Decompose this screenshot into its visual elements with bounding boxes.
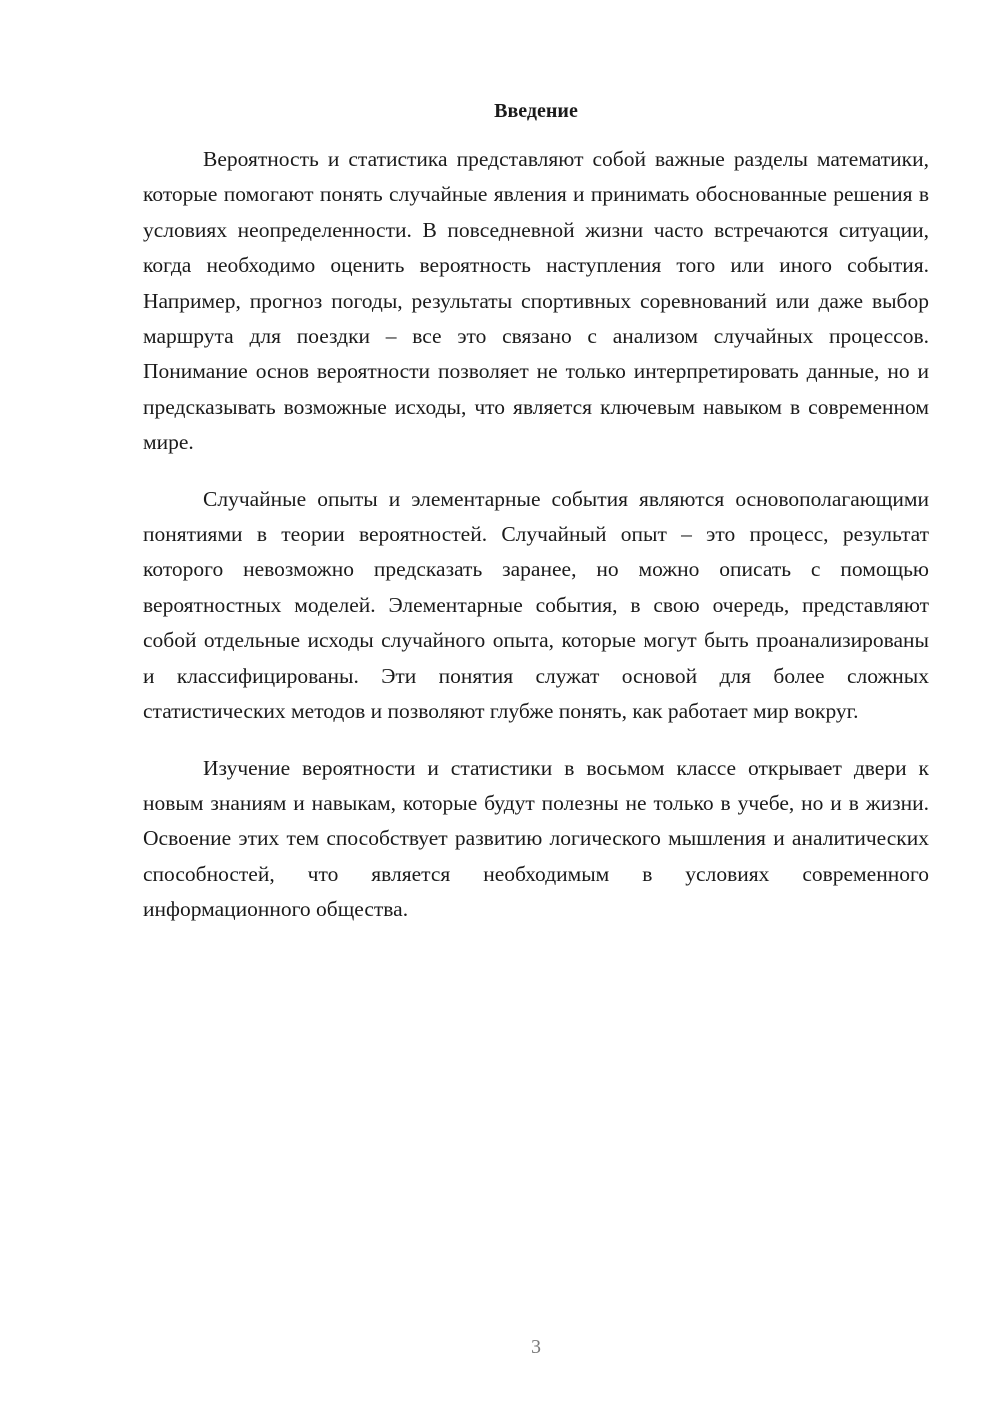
paragraph-1: Вероятность и статистика представляют собой важные разделы математики, которые помогают понять случайные явления и принимать обоснованные решения в условиях неопределенности. В повседневной жизни часто встречаются ситуации, когда необходимо оценить вероятность наступления того или иного события. Например, прогноз погоды, результаты спортивных соревнований или даже выбор маршрута для поездки – все это связано с анализом случайных процессов. Понимание основ вероятности позволяет не только интерпретировать данные, но и предсказывать возможные исходы, что является ключевым навыком в современном мире. [143,147,929,455]
section-title: Введение [494,100,578,122]
paragraph-3: Изучение вероятности и статистики в восьмом классе открывает двери к новым знаниям и навыкам, которые будут полезны не только в учебе, но и в жизни. Освоение этих тем способствует развитию логического мышления и аналитических способностей, что является необходимым в условиях современного информационного общества. [143,755,929,922]
paragraph-2: Случайные опыты и элементарные события являются основополагающими понятиями в теории вероятностей. Случайный опыт – это процесс, результат которого невозможно предсказать заранее, но можно описать с помощью вероятностных моделей. Элементарные события, в свою очередь, представляют собой отдельные исходы случайного опыта, которые могут быть проанализированы и классифицированы. Эти понятия служат основой для более сложных статистических методов и позволяют глубже понять, как работает мир вокруг. [143,486,929,724]
document-body [143,142,929,949]
page-number: 3 [531,1336,541,1358]
